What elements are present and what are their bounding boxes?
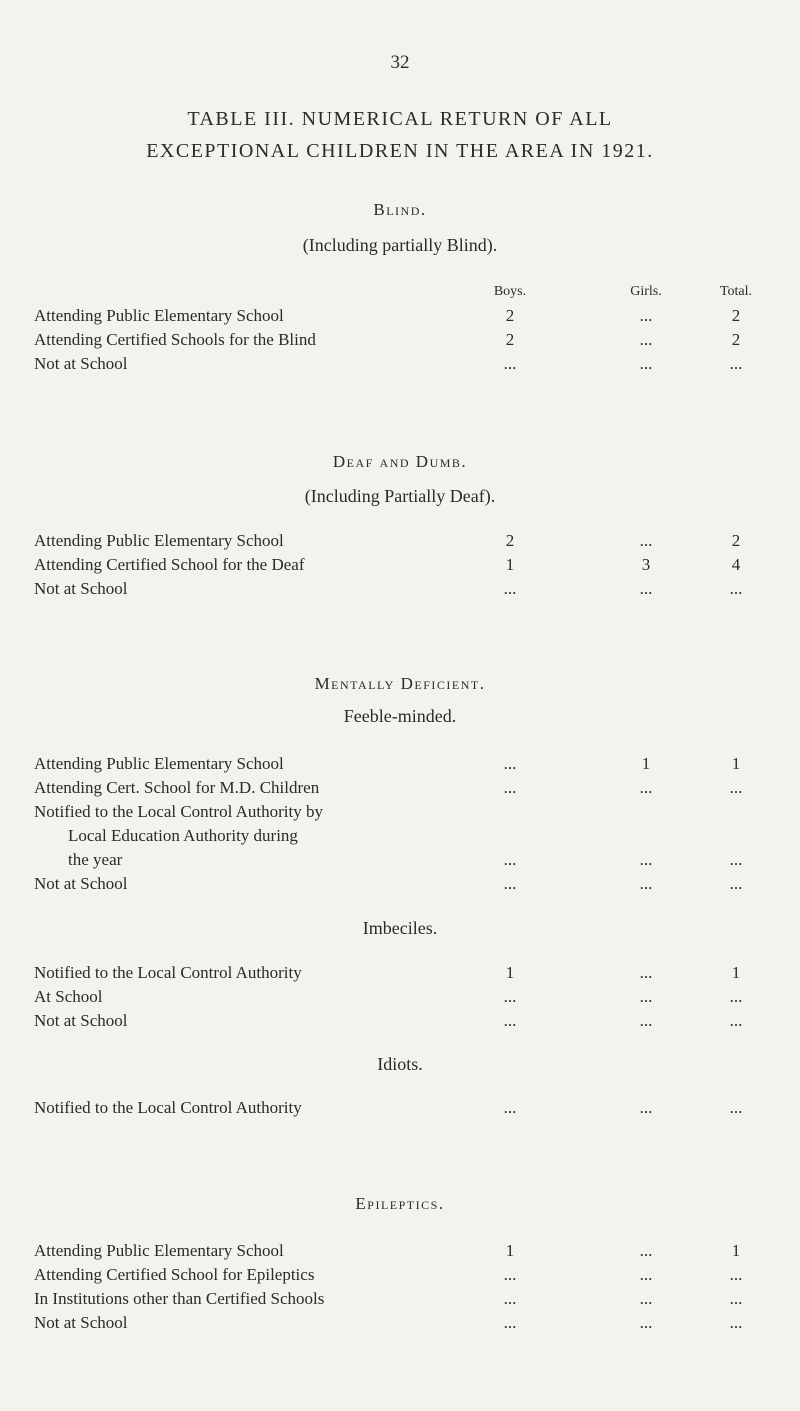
cell-girls: ... bbox=[639, 987, 653, 1006]
cell-girls: ... bbox=[639, 778, 653, 797]
table-row bbox=[34, 850, 774, 874]
table-row bbox=[34, 354, 774, 378]
cell-total: ... bbox=[729, 354, 743, 373]
subheading-blind: (Including partially Blind). bbox=[302, 235, 498, 255]
cell-boys: ... bbox=[503, 1265, 517, 1284]
cell-total: ... bbox=[729, 1313, 743, 1332]
cell-boys: ... bbox=[503, 874, 517, 893]
cell-girls: ... bbox=[639, 874, 653, 893]
table-title-line2: EXCEPTIONAL CHILDREN IN THE AREA IN 1921. bbox=[146, 140, 654, 162]
table-row bbox=[34, 1265, 774, 1289]
cell-girls: ... bbox=[639, 330, 653, 349]
subheading-imbeciles: Imbeciles. bbox=[362, 918, 438, 938]
cell-girls: ... bbox=[639, 579, 653, 598]
cell-girls: 3 bbox=[641, 555, 651, 574]
cell-boys: ... bbox=[503, 579, 517, 598]
cell-total: ... bbox=[729, 1098, 743, 1117]
cell-girls: 1 bbox=[641, 754, 651, 773]
cell-boys: 2 bbox=[505, 531, 515, 550]
cell-boys: ... bbox=[503, 354, 517, 373]
row-label: Attending Public Elementary School bbox=[34, 754, 284, 773]
cell-boys: ... bbox=[503, 754, 517, 773]
table-row-notified-line2 bbox=[34, 826, 774, 850]
column-headers bbox=[34, 284, 774, 308]
cell-boys: ... bbox=[503, 1313, 517, 1332]
cell-girls: ... bbox=[639, 1313, 653, 1332]
cell-total: 4 bbox=[731, 555, 741, 574]
cell-total: ... bbox=[729, 579, 743, 598]
row-label: Notified to the Local Control Authority by bbox=[34, 802, 323, 821]
cell-total: ... bbox=[729, 1289, 743, 1308]
table-row bbox=[34, 330, 774, 354]
cell-girls: ... bbox=[639, 1011, 653, 1030]
subheading-idiots: Idiots. bbox=[377, 1054, 423, 1074]
table-row bbox=[34, 1098, 774, 1122]
subheading-feeble-minded: Feeble-minded. bbox=[343, 706, 457, 726]
cell-boys: ... bbox=[503, 1011, 517, 1030]
column-header-girls: Girls. bbox=[630, 284, 662, 299]
subheading-deaf: (Including Partially Deaf). bbox=[304, 486, 496, 506]
cell-total: ... bbox=[729, 1011, 743, 1030]
cell-boys: ... bbox=[503, 987, 517, 1006]
row-label: Attending Public Elementary School bbox=[34, 1241, 284, 1260]
table-row bbox=[34, 1289, 774, 1313]
table-title-line1: TABLE III. NUMERICAL RETURN OF ALL bbox=[187, 108, 613, 130]
cell-total: 2 bbox=[731, 306, 741, 325]
cell-total: ... bbox=[729, 850, 743, 869]
cell-boys: 2 bbox=[505, 306, 515, 325]
table-row bbox=[34, 555, 774, 579]
cell-girls: ... bbox=[639, 1289, 653, 1308]
cell-girls: ... bbox=[639, 354, 653, 373]
table-row bbox=[34, 963, 774, 987]
row-label: Not at School bbox=[34, 874, 128, 893]
cell-total: 2 bbox=[731, 330, 741, 349]
row-label: Attending Public Elementary School bbox=[34, 306, 284, 325]
column-header-total: Total. bbox=[719, 284, 753, 299]
cell-boys: 1 bbox=[505, 963, 515, 982]
column-header-boys: Boys. bbox=[493, 284, 527, 299]
cell-total: 1 bbox=[731, 754, 741, 773]
cell-girls: ... bbox=[639, 963, 653, 982]
row-label: Not at School bbox=[34, 579, 128, 598]
cell-boys: ... bbox=[503, 1098, 517, 1117]
cell-total: ... bbox=[729, 987, 743, 1006]
row-label: At School bbox=[34, 987, 103, 1006]
cell-total: 2 bbox=[731, 531, 741, 550]
cell-boys: ... bbox=[503, 850, 517, 869]
section-heading-blind: Blind. bbox=[373, 200, 427, 219]
table-row bbox=[34, 1011, 774, 1035]
table-row bbox=[34, 1241, 774, 1265]
table-row bbox=[34, 874, 774, 898]
table-row bbox=[34, 778, 774, 802]
table-row-notified-line1 bbox=[34, 802, 774, 826]
cell-total: ... bbox=[729, 1265, 743, 1284]
row-label: Attending Certified School for the Deaf bbox=[34, 555, 305, 574]
row-label: Not at School bbox=[34, 1313, 128, 1332]
cell-girls: ... bbox=[639, 850, 653, 869]
row-label: Attending Certified Schools for the Blind bbox=[34, 330, 316, 349]
row-label: Attending Public Elementary School bbox=[34, 531, 284, 550]
row-label-continued: Local Education Authority during bbox=[68, 826, 298, 845]
table-row bbox=[34, 754, 774, 778]
row-label: Notified to the Local Control Authority bbox=[34, 963, 302, 982]
section-heading-mental: Mentally Deficient. bbox=[314, 674, 486, 693]
row-label: Attending Cert. School for M.D. Children bbox=[34, 778, 320, 797]
cell-total: 1 bbox=[731, 963, 741, 982]
cell-boys: ... bbox=[503, 778, 517, 797]
cell-girls: ... bbox=[639, 1265, 653, 1284]
cell-total: ... bbox=[729, 778, 743, 797]
cell-girls: ... bbox=[639, 531, 653, 550]
cell-boys: 1 bbox=[505, 1241, 515, 1260]
table-row bbox=[34, 531, 774, 555]
cell-girls: ... bbox=[639, 306, 653, 325]
table-row bbox=[34, 1313, 774, 1337]
cell-boys: 1 bbox=[505, 555, 515, 574]
cell-girls: ... bbox=[639, 1241, 653, 1260]
row-label: In Institutions other than Certified Schools bbox=[34, 1289, 325, 1308]
cell-boys: 2 bbox=[505, 330, 515, 349]
cell-total: ... bbox=[729, 874, 743, 893]
cell-girls: ... bbox=[639, 1098, 653, 1117]
page-number: 32 bbox=[390, 52, 410, 73]
section-heading-epileptics: Epileptics. bbox=[355, 1194, 445, 1213]
table-row bbox=[34, 987, 774, 1011]
table-row bbox=[34, 579, 774, 603]
table-row bbox=[34, 306, 774, 330]
cell-total: 1 bbox=[731, 1241, 741, 1260]
cell-boys: ... bbox=[503, 1289, 517, 1308]
row-label: Attending Certified School for Epileptics bbox=[34, 1265, 315, 1284]
row-label: Notified to the Local Control Authority bbox=[34, 1098, 302, 1117]
row-label-continued: the year bbox=[68, 850, 123, 869]
row-label: Not at School bbox=[34, 354, 128, 373]
section-heading-deaf: Deaf and Dumb. bbox=[332, 452, 468, 471]
row-label: Not at School bbox=[34, 1011, 128, 1030]
